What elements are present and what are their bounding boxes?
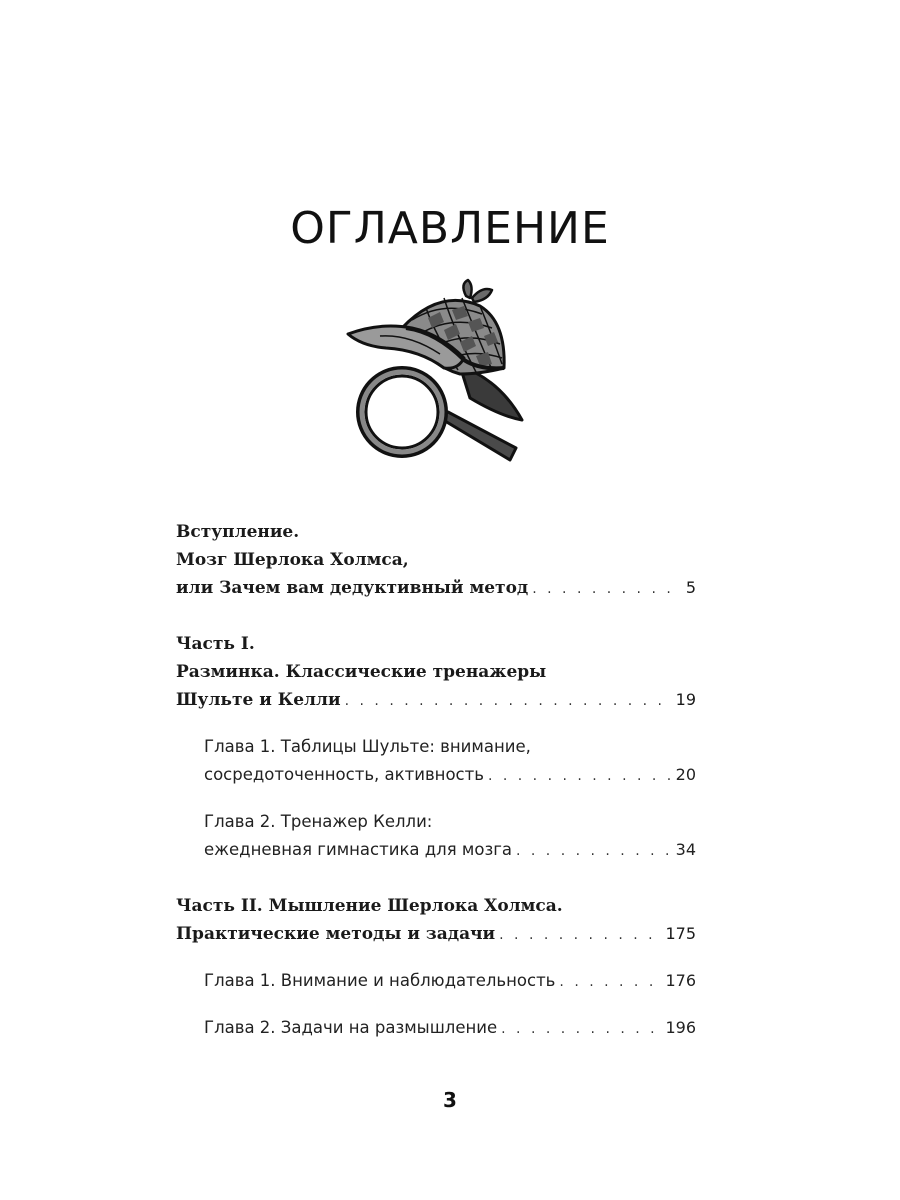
toc-line-with-leader — [176, 686, 696, 715]
toc-line: Глава 2. Задачи на размышление — [204, 1018, 498, 1037]
dot-leader — [559, 968, 661, 996]
toc-line: Глава 2. Тренажер Келли: — [204, 812, 433, 831]
toc-line: Практические методы и задачи — [176, 924, 496, 944]
toc-line: Шульте и Келли — [176, 690, 341, 710]
toc-line: Глава 1. Таблицы Шульте: внимание, — [204, 737, 531, 756]
magnifier-handle — [440, 412, 516, 460]
toc-line-with-leader — [204, 836, 696, 865]
toc-entry-part1[interactable] — [176, 630, 696, 715]
dot-leader — [499, 921, 661, 949]
page-ref: 20 — [675, 765, 696, 784]
table-of-contents — [176, 518, 696, 1043]
dot-leader — [516, 837, 672, 865]
toc-entry-part2-chapter2[interactable] — [176, 1014, 696, 1043]
toc-entry-part1-chapter1[interactable] — [176, 733, 696, 790]
toc-entry-part1-chapter2[interactable] — [176, 808, 696, 865]
toc-entry-part2-chapter1[interactable] — [176, 967, 696, 996]
deerstalker-hat-magnifier-icon — [340, 270, 540, 470]
toc-line: сосредоточенность, активность — [204, 765, 484, 784]
page-title: ОГЛАВЛЕНИЕ — [290, 203, 610, 255]
page-ref: 5 — [685, 578, 696, 597]
toc-line-with-leader — [176, 574, 696, 603]
toc-line-with-leader — [204, 1014, 696, 1043]
page-number: 3 — [443, 1088, 457, 1112]
dot-leader — [345, 687, 672, 715]
page-ref: 175 — [665, 924, 696, 943]
toc-line: Часть II. Мышление Шерлока Холмса. — [176, 896, 563, 916]
page-ref: 196 — [665, 1018, 696, 1037]
page-ref: 176 — [665, 971, 696, 990]
dot-leader — [488, 762, 672, 790]
toc-entry-part2[interactable] — [176, 892, 696, 949]
toc-line: Мозг Шерлока Холмса, — [176, 550, 409, 570]
toc-line: Вступление. — [176, 522, 300, 542]
toc-entry-intro[interactable] — [176, 518, 696, 603]
toc-line: Часть I. — [176, 634, 255, 654]
page-ref: 34 — [675, 840, 696, 859]
toc-line: Глава 1. Внимание и наблюдательность — [204, 971, 556, 990]
toc-line-with-leader — [204, 967, 696, 996]
toc-line-with-leader — [176, 920, 696, 949]
toc-line: ежедневная гимнастика для мозга — [204, 840, 512, 859]
toc-line: или Зачем вам дедуктивный метод — [176, 578, 529, 598]
dot-leader — [532, 575, 682, 603]
page-ref: 19 — [675, 690, 696, 709]
toc-line: Разминка. Классические тренажеры — [176, 662, 547, 682]
dot-leader — [501, 1015, 661, 1043]
toc-line-with-leader — [204, 761, 696, 790]
